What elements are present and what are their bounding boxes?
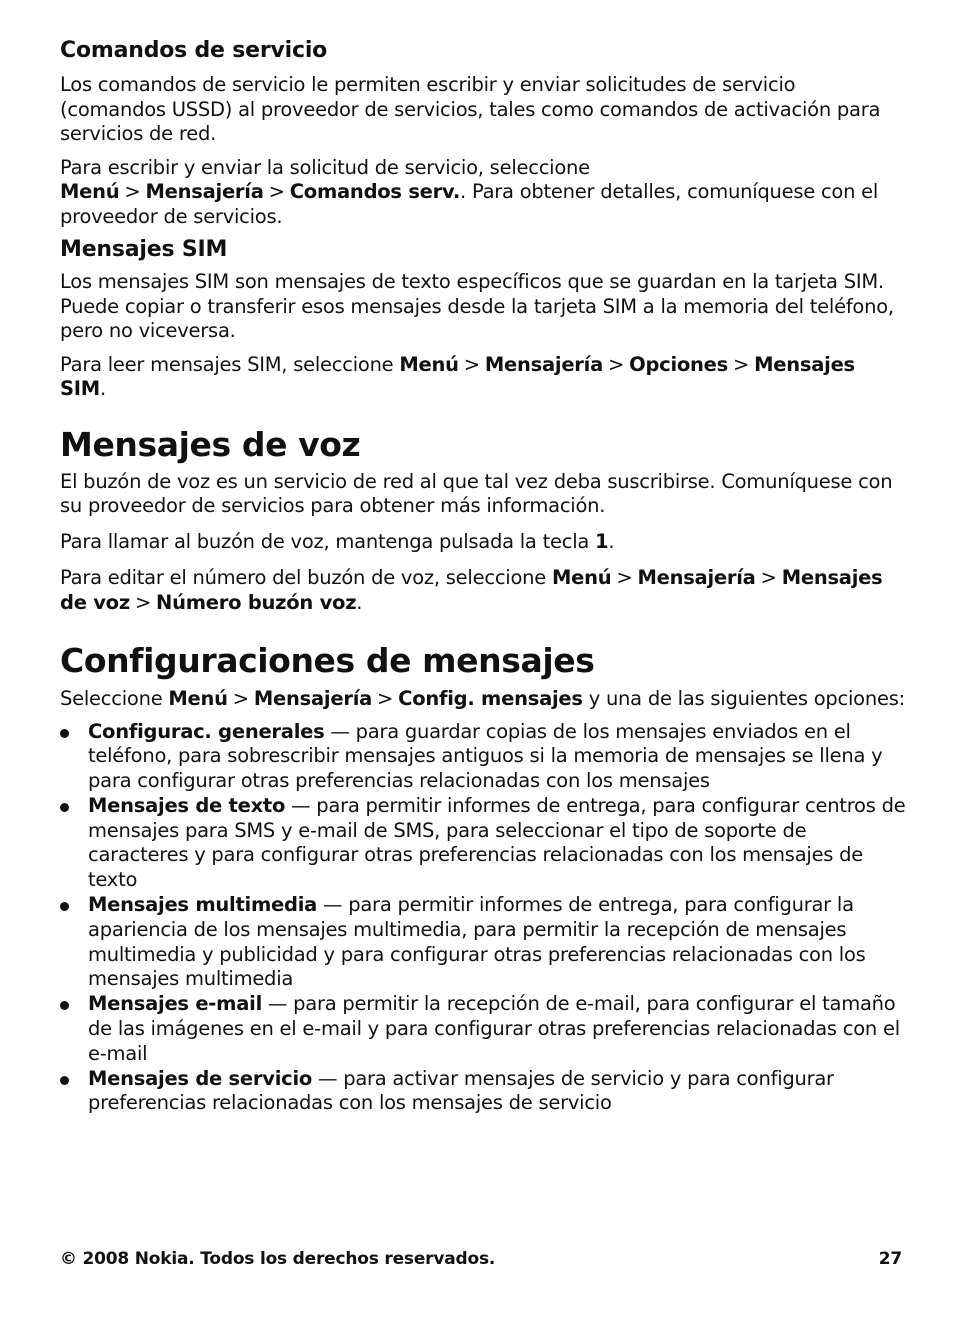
path-separator: >	[232, 687, 249, 710]
list-item-desc: — para permitir la recepción de e-mail, para configurar el tamaño de las imágenes en el e-mail y para configurar otras preferencias relacionadas con el e-mail	[88, 992, 900, 1065]
path-item: Config. mensajes	[398, 687, 583, 710]
sim-paragraph-2	[60, 353, 906, 402]
list-item-term: Mensajes e-mail	[88, 992, 262, 1016]
page-footer	[60, 1249, 902, 1269]
list-item-term: Mensajes de texto	[88, 793, 286, 817]
comandos-paragraph-1: Los comandos de servicio le permiten escribir y enviar solicitudes de servicio (comandos USSD) al proveedor de servicios, tales como comandos de activación para servicios de red.	[60, 73, 881, 145]
path-separator: >	[268, 180, 285, 203]
list-item-desc: — para permitir informes de entrega, para configurar centros de mensajes para SMS y e-mail de SMS, para seleccionar el tipo de soporte de caracteres y para configurar otras preferencias relacionadas con los mensajes de texto	[88, 793, 906, 892]
config-intro	[60, 687, 906, 712]
list-item-term: Configurac. generales	[88, 719, 325, 743]
path-item: Menú	[168, 687, 228, 710]
bullet-icon	[60, 803, 69, 812]
key-label: 1	[595, 529, 609, 553]
path-item: Comandos serv.	[289, 180, 461, 203]
path-item: Mensajes de voz	[60, 566, 883, 614]
bullet-icon	[60, 1001, 69, 1010]
page-body	[60, 36, 906, 1116]
list-item-desc: — para activar mensajes de servicio y para configurar preferencias relacionadas con los mensajes de servicio	[88, 1066, 834, 1115]
path-item: Opciones	[629, 352, 729, 376]
list-item	[60, 794, 906, 893]
bullet-icon	[60, 902, 69, 911]
path-separator: >	[463, 352, 480, 376]
list-item-desc: — para guardar copias de los mensajes enviados en el teléfono, para sobrescribir mensajes antiguos si la memoria de mensajes se llena y para configurar otras preferencias relacionadas con los mensajes	[88, 719, 883, 793]
sim-p2-tail: .	[99, 377, 106, 400]
path-separator: >	[616, 566, 633, 589]
list-item-desc: — para permitir informes de entrega, para configurar la apariencia de los mensajes multimedia, para permitir la recepción de mensajes multimedia y publicidad y para configurar otras preferencias relacionadas con los mensajes multimedia	[88, 893, 866, 991]
bullet-icon	[60, 1076, 69, 1085]
path-separator: >	[760, 566, 777, 589]
path-item: Menú	[551, 566, 612, 589]
path-item: Mensajería	[145, 180, 264, 203]
path-separator: >	[733, 352, 750, 376]
voz-p2-tail: .	[608, 529, 615, 553]
voz-paragraph-3	[60, 566, 906, 615]
path-separator: >	[608, 352, 625, 376]
sim-p2-lead: Para leer mensajes SIM, seleccione	[60, 352, 400, 376]
path-item: Mensajes SIM	[60, 352, 855, 400]
copyright-notice: © 2008 Nokia. Todos los derechos reservados.	[60, 1249, 496, 1269]
list-item	[60, 893, 906, 992]
path-item: Menú	[399, 352, 459, 376]
path-separator: >	[124, 180, 141, 203]
section-title-sim: Mensajes SIM	[60, 237, 228, 262]
path-separator: >	[134, 590, 152, 614]
section-title-comandos: Comandos de servicio	[60, 38, 328, 63]
path-item: Menú	[60, 180, 120, 203]
list-item-term: Mensajes de servicio	[88, 1066, 313, 1090]
path-item: Número buzón voz	[156, 590, 357, 614]
comandos-paragraph-2	[60, 156, 906, 230]
path-item: Mensajería	[253, 687, 373, 710]
voz-p3-tail: .	[356, 590, 363, 614]
path-item: Mensajería	[637, 566, 756, 589]
section-title-voz: Mensajes de voz	[60, 424, 361, 464]
voz-paragraph-2	[60, 530, 906, 555]
voz-p3-lead: Para editar el número del buzón de voz, seleccione	[60, 566, 552, 589]
bullet-icon	[60, 729, 69, 738]
path-item: Mensajería	[484, 352, 604, 376]
voz-p2-lead: Para llamar al buzón de voz, mantenga pulsada la tecla	[60, 529, 596, 553]
page-number: 27	[878, 1249, 902, 1269]
config-intro-tail: y una de las siguientes opciones:	[582, 687, 905, 710]
voz-paragraph-1: El buzón de voz es un servicio de red al que tal vez deba suscribirse. Comuníquese con su proveedor de servicios para obtener más información.	[60, 469, 893, 517]
path-separator: >	[377, 687, 394, 710]
config-options-list	[60, 720, 906, 1117]
sim-paragraph-1: Los mensajes SIM son mensajes de texto específicos que se guardan en la tarjeta SIM. Puede copiar o transferir esos mensajes desde la tarjeta SIM a la memoria del teléfono, pero no viceversa.	[60, 270, 894, 342]
comandos-p2-tail: . Para obtener detalles, comuníquese con el proveedor de servicios.	[60, 180, 879, 228]
list-item	[60, 992, 906, 1066]
config-intro-lead: Seleccione	[60, 687, 169, 710]
comandos-p2-lead: Para escribir y enviar la solicitud de servicio, seleccione	[60, 155, 590, 179]
list-item	[60, 720, 906, 794]
list-item-term: Mensajes multimedia	[88, 893, 318, 917]
section-title-config: Configuraciones de mensajes	[60, 641, 595, 680]
list-item	[60, 1067, 906, 1117]
